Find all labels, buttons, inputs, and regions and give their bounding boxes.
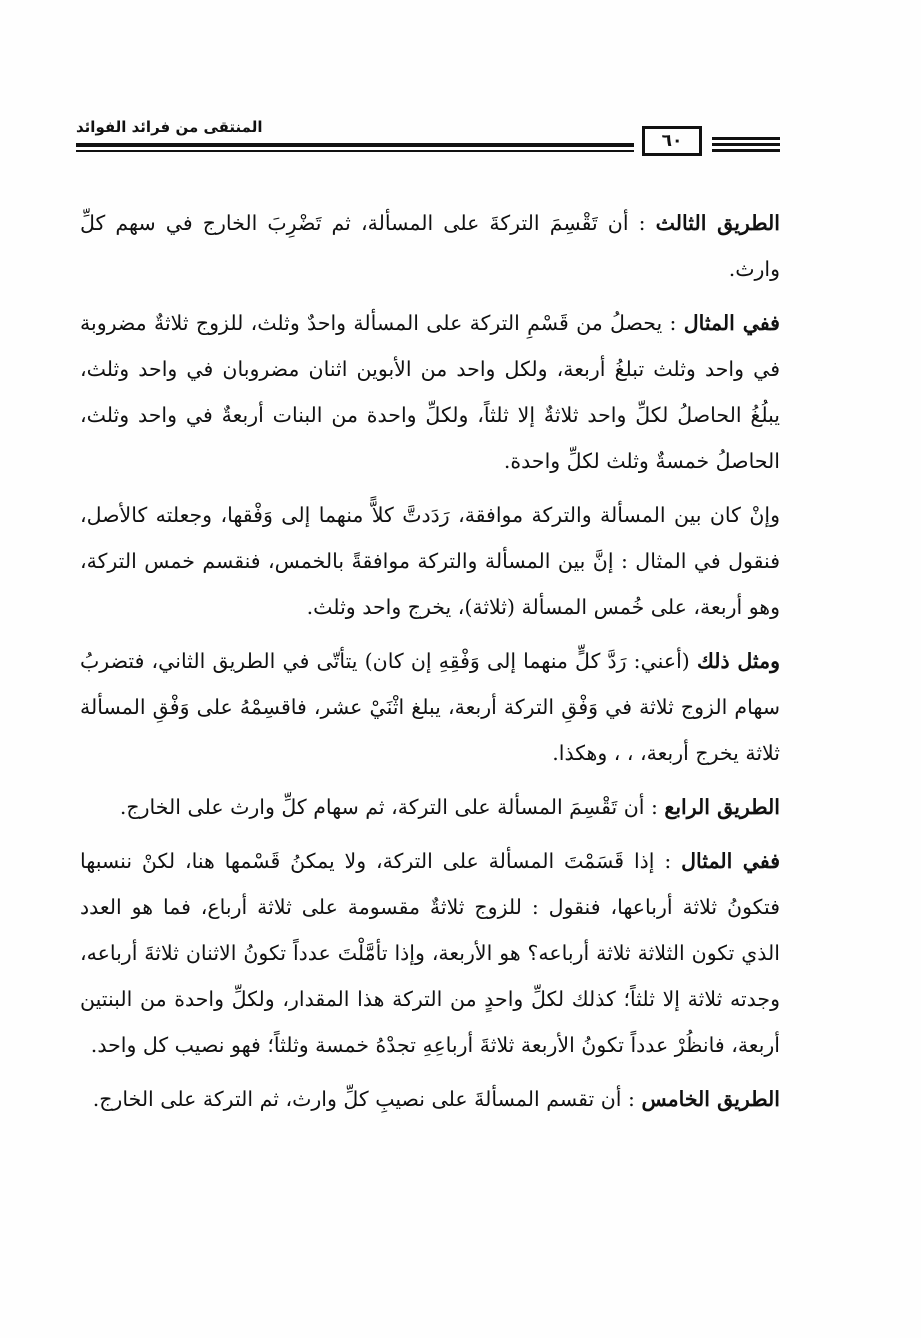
paragraph-lead: ففي المثال [683,311,780,335]
running-header [76,110,780,160]
paragraph-similarly [80,638,780,776]
paragraph-lead: ففي المثال [681,849,780,873]
paragraph-text: (أعني: رَدَّ كلٍّ منهما إلى وَفْقِهِ إن كان) يتأتّى في الطريق الثاني، فتضربُ سهام الزوج ثلاثة في وَفْقِ التركة أربعة، يبلغ اثْنَيْ عشر، فاقسِمْهُ على وَفْقِ المسألة ثلاثة يخرج أربعة، ، ، وهكذا. [80,649,780,765]
paragraph-text: : أن تَقْسِمَ المسألة على التركة، ثم سهام كلِّ وارث على الخارج. [119,795,658,819]
paragraph-method-four [80,784,780,830]
header-rule [712,149,780,152]
paragraph-method-five [80,1076,780,1122]
header-rule [712,137,780,140]
paragraph-text: : يحصلُ من قَسْمِ التركة على المسألة واحدٌ وثلث، للزوج ثلاثةٌ مضروبة في واحد وثلث تبلغُ أربعة، ولكل واحد من الأبوين اثنان مضروبان في واحد وثلث، يبلُغُ الحاصلُ لكلِّ واحد ثلاثةٌ إلا ثلثاً، ولكلِّ واحدة من البنات أربعةٌ في واحد وثلث، الحاصلُ خمسةٌ وثلث لكلِّ واحدة. [80,311,780,473]
paragraph-text: : إذا قَسَمْتَ المسألة على التركة، ولا يمكنُ قَسْمها هنا، لكنْ ننسبها فتكونُ ثلاثة أرباعها، فنقول : للزوج ثلاثةٌ مقسومة على ثلاثة أرباع، فما هو العدد الذي تكون الثلاثة ثلاثة أرباعه؟ هو الأربعة، وإذا تأمَّلْتَ عدداً تكونُ الاثنان ثلاثةَ أرباعه، وجدته ثلاثة إلا ثلثاً؛ كذلك لكلِّ واحدٍ من التركة هذا المقدار، ولكلِّ واحدة من البنتين أربعة، فانظُرْ عدداً تكونُ الأربعة ثلاثةَ أرباعِهِ تجدْهُ خمسة وثلثاً؛ فهو نصيب كل واحد. [80,849,780,1057]
paragraph-agreement [80,492,780,630]
paragraph-lead: ومثل ذلك [696,649,780,673]
page-number: ٦٠ [642,126,702,156]
paragraph-text: وإنْ كان بين المسألة والتركة موافقة، رَدَدتَّ كلاًّ منهما إلى وَفْقها، وجعلته كالأصل، فنقول في المثال : إنَّ بين المسألة والتركة موافقةً بالخمس، فنقسم خمس التركة، وهو أربعة، على خُمس المسألة (ثلاثة)، يخرج واحد وثلث. [80,503,780,619]
paragraph-text: : أن تقسم المسألةَ على نصيبِ كلِّ وارث، ثم التركة على الخارج. [92,1087,635,1111]
paragraph-text: : أن تَقْسِمَ التركةَ على المسألة، ثم تَضْرِبَ الخارج في سهم كلِّ وارث. [80,211,780,281]
header-rule [712,143,780,146]
header-rule [76,150,634,152]
book-title: المنتقى من فرائد الفوائد [76,118,263,136]
paragraph-method-three [80,200,780,292]
paragraph-lead: الطريق الخامس [641,1087,780,1111]
paragraph-lead: الطريق الثالث [655,211,780,235]
paragraph-example [80,300,780,484]
header-rule [76,143,634,147]
page-body [80,200,780,1130]
paragraph-example [80,838,780,1068]
paragraph-lead: الطريق الرابع [664,795,780,819]
